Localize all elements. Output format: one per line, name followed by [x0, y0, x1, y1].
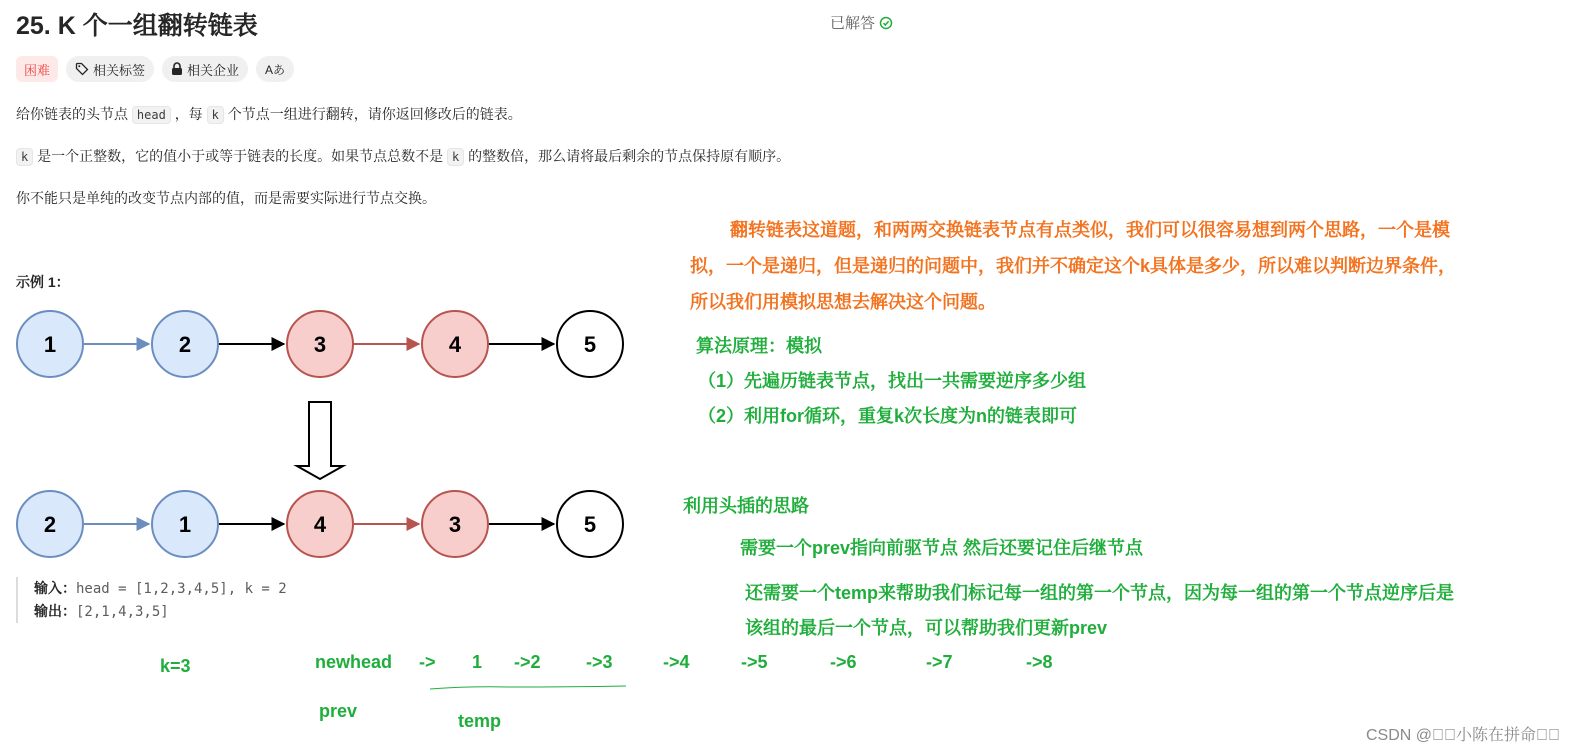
sketch-prev: prev	[319, 701, 358, 721]
sketch-node: ->7	[926, 652, 953, 672]
example-io	[16, 577, 287, 623]
sketch-node: ->3	[586, 652, 613, 672]
text-segment: ，每	[174, 106, 203, 122]
linked-list-diagram	[0, 300, 640, 570]
list-node	[287, 311, 353, 377]
related-companies-label: 相关企业	[187, 62, 240, 78]
input-label: 输入：	[34, 580, 76, 596]
sketch-node: ->5	[741, 652, 768, 672]
temp-note-2: 该组的最后一个节点，可以帮助我们更新prev	[745, 618, 1108, 638]
problem-title: 25. K 个一组翻转链表	[16, 12, 258, 40]
notes-intro	[690, 212, 1540, 320]
list-node	[557, 311, 623, 377]
check-circle-icon	[879, 16, 893, 30]
example-heading: 示例 1：	[16, 274, 70, 290]
description-paragraph-2	[16, 146, 790, 166]
inline-code: k	[207, 106, 224, 124]
input-value: head = [1,2,3,4,5], k = 2	[76, 581, 287, 597]
list-node	[422, 491, 488, 557]
solved-status	[830, 12, 893, 33]
tag-icon	[75, 62, 89, 76]
node-label: 4	[313, 512, 327, 537]
example-output	[34, 600, 287, 623]
sketch-newhead: newhead	[315, 652, 393, 672]
note-line: 拟，一个是递归，但是递归的问题中，我们并不确定这个k具体是多少，所以难以判断边界条件，	[690, 256, 1457, 276]
output-label: 输出：	[34, 603, 76, 619]
node-label: 2	[43, 512, 57, 537]
translate-icon: Aあ	[265, 62, 286, 77]
sketch-node: ->4	[663, 652, 690, 672]
sketch-node: ->8	[1026, 652, 1053, 672]
algo-step-2: （2）利用for循环，重复k次长度为n的链表即可	[698, 406, 1078, 426]
node-label: 1	[43, 332, 57, 357]
note-line: 翻转链表这道题，和两两交换链表节点有点类似，我们可以很容易想到两个思路，一个是模	[730, 220, 1450, 240]
tag-bar	[16, 56, 294, 82]
node-label: 4	[448, 332, 462, 357]
list-node	[17, 311, 83, 377]
csdn-watermark: CSDN @  小陈在拼命  	[1365, 727, 1560, 744]
down-arrow-icon	[297, 402, 343, 479]
temp-underline	[430, 684, 626, 690]
sketch-node: ->6	[830, 652, 857, 672]
list-node	[422, 311, 488, 377]
node-label: 3	[448, 512, 462, 537]
list-node	[17, 491, 83, 557]
list-node	[152, 311, 218, 377]
node-label: 3	[313, 332, 327, 357]
node-label: 5	[583, 512, 597, 537]
node-label: 2	[178, 332, 192, 357]
node-label: 1	[178, 512, 192, 537]
output-value: [2,1,4,3,5]	[76, 604, 169, 620]
sketch-node: 1	[472, 652, 483, 672]
example-input	[34, 577, 287, 600]
solved-label: 已解答	[830, 15, 876, 32]
prev-note: 需要一个prev指向前驱节点 然后还要记住后继节点	[740, 538, 1144, 558]
text-segment: 给你链表的头节点	[16, 106, 128, 122]
description-paragraph-1	[16, 104, 522, 124]
related-tags-button[interactable]	[66, 56, 154, 82]
sketch-temp: temp	[458, 711, 502, 731]
text-segment: 个节点一组进行翻转，请你返回修改后的链表。	[227, 106, 522, 122]
note-line: 所以我们用模拟思想去解决这个问题。	[690, 292, 996, 312]
lock-icon	[171, 62, 183, 76]
list-node	[557, 491, 623, 557]
head-insert-note: 利用头插的思路	[683, 496, 809, 516]
related-tags-label: 相关标签	[93, 62, 146, 78]
text-segment: 是一个正整数，它的值小于或等于链表的长度。如果节点总数不是	[37, 148, 444, 164]
list-node	[152, 491, 218, 557]
sketch-k: k=3	[160, 656, 191, 676]
node-label: 5	[583, 332, 597, 357]
algo-title: 算法原理：模拟	[696, 336, 822, 356]
description-paragraph-3: 你不能只是单纯的改变节点内部的值，而是需要实际进行节点交换。	[16, 190, 436, 206]
sketch-arrow: ->	[419, 652, 436, 672]
difficulty-badge: 困难	[16, 56, 58, 82]
list-node	[287, 491, 353, 557]
inline-code: head	[132, 106, 171, 124]
related-companies-button[interactable]	[162, 56, 248, 82]
temp-note-1: 还需要一个temp来帮助我们标记每一组的第一个节点，因为每一组的第一个节点逆序后是	[745, 583, 1455, 603]
translate-button[interactable]	[256, 56, 294, 82]
sketch-node: ->2	[514, 652, 541, 672]
text-segment: 的整数倍，那么请将最后剩余的节点保持原有顺序。	[468, 148, 791, 164]
algo-step-1: （1）先遍历链表节点，找出一共需要逆序多少组	[698, 371, 1087, 391]
inline-code: k	[16, 148, 33, 166]
inline-code: k	[447, 148, 464, 166]
